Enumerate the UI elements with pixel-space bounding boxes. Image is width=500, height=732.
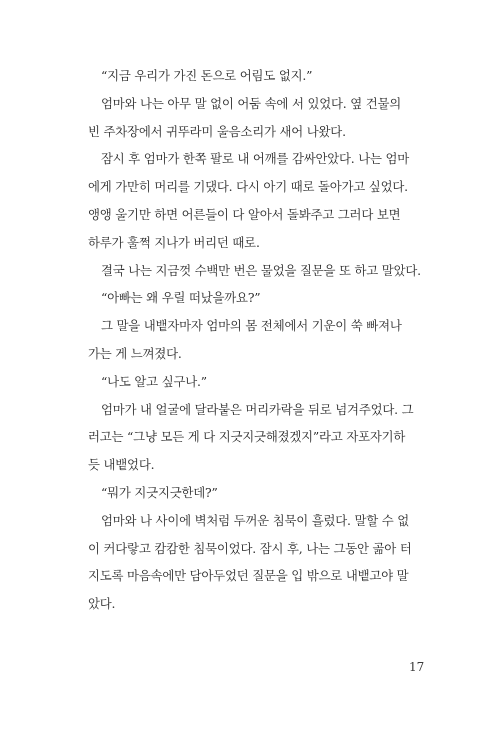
text-line: 엄마와 나는 아무 말 없이 어둠 속에 서 있었다. 옆 건물의 xyxy=(101,95,402,111)
text-line: 하루가 훌쩍 지나가 버리던 때로. xyxy=(88,234,260,250)
text-line: 빈 주차장에서 귀뚜라미 울음소리가 새어 나왔다. xyxy=(88,123,346,139)
text-line: “나도 알고 싶구나.” xyxy=(101,373,207,389)
text-line: “아빠는 왜 우릴 떠났을까요?” xyxy=(101,290,261,306)
text-line: 에게 가만히 머리를 기댔다. 다시 아기 때로 돌아가고 싶었다. xyxy=(88,179,408,195)
text-line: 지도록 마음속에만 담아두었던 질문을 입 밖으로 내뱉고야 말 xyxy=(88,568,409,584)
paragraph xyxy=(88,312,430,368)
text-line: 가는 게 느껴졌다. xyxy=(88,345,182,361)
text-line: 그 말을 내뱉자마자 엄마의 몸 전체에서 기운이 쑥 빠져나 xyxy=(101,318,402,334)
text-line: “뭐가 지긋지긋한데?” xyxy=(101,484,218,500)
paragraph xyxy=(88,284,430,312)
text-line: 잠시 후 엄마가 한쪽 팔로 내 어깨를 감싸안았다. 나는 엄마 xyxy=(101,151,410,167)
text-line: 았다. xyxy=(88,596,116,612)
paragraph xyxy=(88,90,430,146)
paragraph xyxy=(88,479,430,507)
text-line: 결국 나는 지금껏 수백만 번은 물었을 질문을 또 하고 말았다. xyxy=(101,262,421,278)
page-number: 17 xyxy=(409,660,425,674)
text-line: 엄마가 내 얼굴에 달라붙은 머리카락을 뒤로 넘겨주었다. 그 xyxy=(101,401,414,417)
paragraph xyxy=(88,62,430,90)
paragraph xyxy=(88,368,430,396)
paragraph xyxy=(88,257,430,285)
text-line: 앵앵 울기만 하면 어른들이 다 알아서 돌봐주고 그러다 보면 xyxy=(88,206,401,222)
paragraph xyxy=(88,145,430,256)
body-text xyxy=(88,62,430,618)
text-line: 이 커다랗고 캄캄한 침묵이었다. 잠시 후, 나는 그동안 곪아 터 xyxy=(88,540,412,556)
text-line: “지금 우리가 가진 돈으로 어림도 없지.” xyxy=(101,68,313,83)
text-line: 엄마와 나 사이에 벽처럼 두꺼운 침묵이 흘렀다. 말할 수 없 xyxy=(101,512,410,528)
paragraph xyxy=(88,507,430,618)
text-line: 러고는 “그냥 모든 게 다 지긋지긋해졌겠지”라고 자포자기하 xyxy=(88,429,406,445)
text-line: 듯 내뱉었다. xyxy=(88,457,155,473)
paragraph xyxy=(88,396,430,479)
